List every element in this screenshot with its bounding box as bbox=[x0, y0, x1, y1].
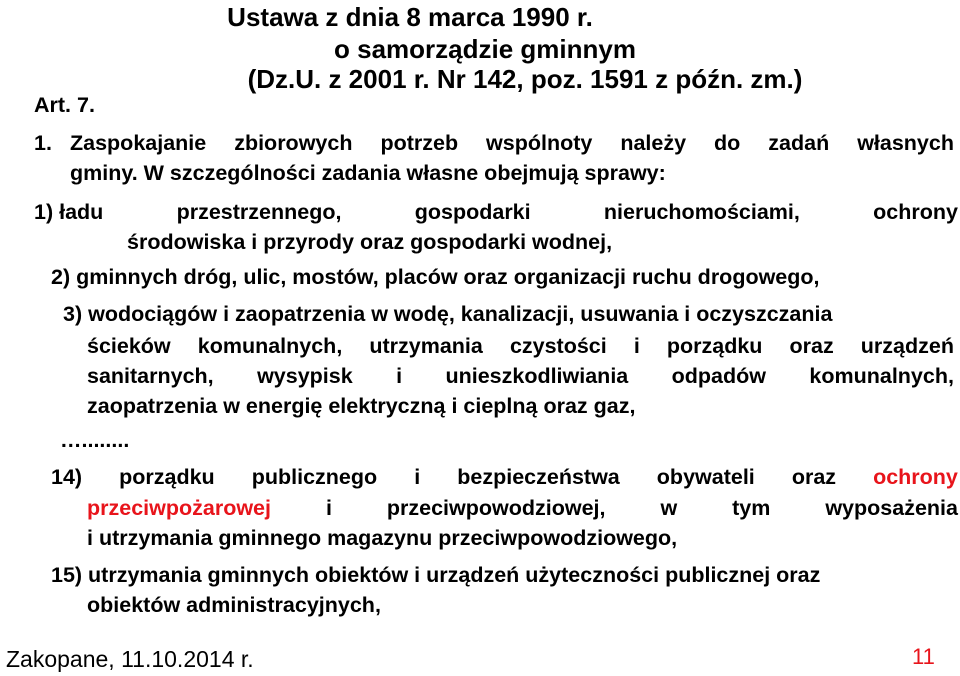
word: urządzeń bbox=[860, 334, 954, 358]
item3-line-2 bbox=[87, 334, 954, 359]
word: wysypisk bbox=[257, 364, 353, 388]
word: nieruchomościami, bbox=[603, 200, 800, 224]
word: ścieków bbox=[87, 334, 171, 358]
item1-line-1 bbox=[34, 200, 958, 225]
word: komunalnych, bbox=[809, 364, 954, 388]
item3-line-3 bbox=[87, 364, 954, 389]
word: wyposażenia bbox=[825, 496, 958, 520]
word: zbiorowych bbox=[234, 131, 353, 155]
word: 14) bbox=[51, 465, 83, 489]
item3-line-1: 3) wodociągów i zaopatrzenia w wodę, kanalizacji, usuwania i oczyszczania bbox=[63, 302, 833, 326]
item14-line-3: i utrzymania gminnego magazynu przeciwpowodziowego, bbox=[87, 526, 678, 550]
word: komunalnych, bbox=[197, 334, 343, 358]
word: Zaspokajanie bbox=[70, 131, 207, 155]
word: oraz bbox=[791, 465, 837, 489]
word: bezpieczeństwa bbox=[457, 465, 620, 489]
item2-line-1: 2) gminnych dróg, ulic, mostów, placów oraz organizacji ruchu drogowego, bbox=[51, 265, 820, 289]
word: czystości bbox=[509, 334, 607, 358]
header-line-1: Ustawa z dnia 8 marca 1990 r. bbox=[227, 2, 593, 32]
item15-line-1: 15) utrzymania gminnych obiektów i urządzeń użyteczności publicznej oraz bbox=[51, 563, 821, 587]
word: unieszkodliwiania bbox=[445, 364, 629, 388]
item15-line-2: obiektów administracyjnych, bbox=[87, 593, 381, 617]
item14-line-2 bbox=[87, 496, 958, 521]
word: i bbox=[414, 465, 421, 489]
item3-line-4: zaopatrzenia w energię elektryczną i cieplną oraz gaz, bbox=[87, 394, 636, 418]
word: potrzeb bbox=[380, 131, 459, 155]
word: publicznego bbox=[251, 465, 378, 489]
ellipsis: …........ bbox=[60, 428, 130, 452]
page-number: 11 bbox=[912, 644, 935, 669]
word: gospodarki bbox=[414, 200, 531, 224]
para1-line-1 bbox=[70, 131, 954, 156]
word: sanitarnych, bbox=[87, 364, 214, 388]
word: porządku bbox=[666, 334, 763, 358]
word: ochrony bbox=[873, 200, 958, 224]
footer-location-date: Zakopane, 11.10.2014 r. bbox=[6, 646, 254, 672]
word: obywateli bbox=[656, 465, 755, 489]
word: porządku bbox=[119, 465, 215, 489]
word: przestrzennego, bbox=[176, 200, 342, 224]
word: i bbox=[325, 496, 332, 520]
word: własnych bbox=[857, 131, 954, 155]
word: i bbox=[396, 364, 403, 388]
word: oraz bbox=[789, 334, 834, 358]
item14-line-1 bbox=[51, 465, 958, 490]
word: przeciwpowodziowej, bbox=[386, 496, 606, 520]
word: tym bbox=[732, 496, 771, 520]
header-line-2: o samorządzie gminnym bbox=[334, 34, 636, 64]
item1-line-2: środowiska i przyrody oraz gospodarki wodnej, bbox=[127, 230, 613, 254]
word: zadań bbox=[768, 131, 830, 155]
word: i bbox=[633, 334, 640, 358]
highlighted-word: przeciwpożarowej bbox=[87, 496, 271, 520]
word: do bbox=[714, 131, 741, 155]
article-label: Art. 7. bbox=[34, 93, 95, 117]
header-line-3: (Dz.U. z 2001 r. Nr 142, poz. 1591 z późn. zm.) bbox=[247, 64, 803, 94]
word: w bbox=[660, 496, 678, 520]
word: 1) ładu bbox=[34, 200, 104, 224]
word: wspólnoty bbox=[486, 131, 593, 155]
para1-number: 1. bbox=[34, 131, 52, 155]
highlighted-word: ochrony bbox=[873, 465, 958, 489]
word: utrzymania bbox=[369, 334, 483, 358]
para1-line-2: gminy. W szczególności zadania własne obejmują sprawy: bbox=[70, 161, 666, 185]
word: odpadów bbox=[671, 364, 766, 388]
word: należy bbox=[620, 131, 687, 155]
